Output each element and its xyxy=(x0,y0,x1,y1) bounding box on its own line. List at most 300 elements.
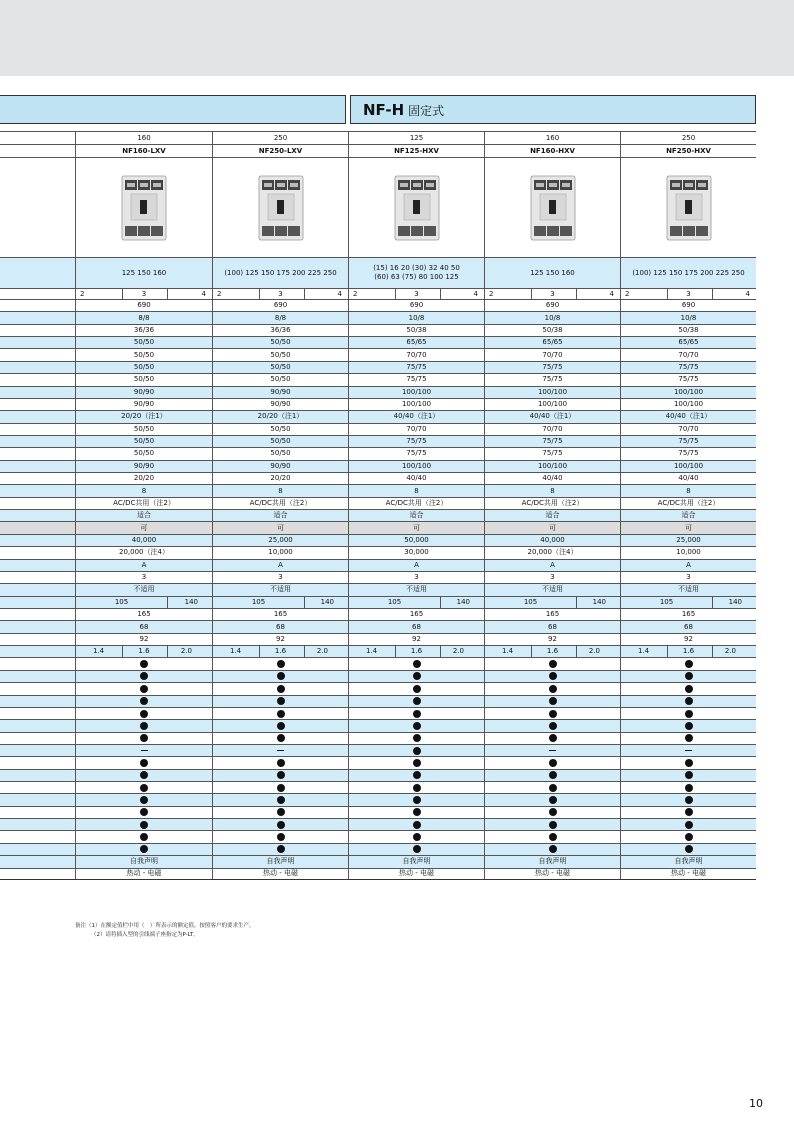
cell-value: 690 xyxy=(681,301,696,310)
cell xyxy=(212,258,348,288)
sub-value: 4 xyxy=(201,289,206,298)
cell xyxy=(212,733,348,744)
row-label-area xyxy=(0,498,75,509)
cell xyxy=(212,844,348,855)
cell xyxy=(75,461,212,472)
cell-value: 75/75 xyxy=(542,375,563,384)
cell xyxy=(620,485,756,496)
cell xyxy=(212,609,348,620)
value-row xyxy=(0,583,756,595)
cell xyxy=(75,132,212,144)
sub-value: 2 xyxy=(489,289,494,298)
cell xyxy=(620,258,756,288)
row-label-area xyxy=(0,325,75,336)
cell xyxy=(212,485,348,496)
cert-value: 自我声明 xyxy=(266,857,295,866)
cell xyxy=(212,337,348,348)
row-label-area xyxy=(0,374,75,385)
cell-value: 100/100 xyxy=(401,387,432,396)
cell xyxy=(348,671,484,682)
row-label-area xyxy=(0,337,75,348)
cell xyxy=(484,145,620,157)
sub-divider xyxy=(304,646,305,657)
cell xyxy=(212,658,348,669)
value-row xyxy=(0,497,756,509)
cell-value: 36/36 xyxy=(270,325,291,334)
sub-value: 4 xyxy=(337,289,342,298)
cell-value: 50/50 xyxy=(133,437,155,446)
sub-value: 2 xyxy=(625,289,630,298)
cell xyxy=(212,646,348,657)
cell-value: 65/65 xyxy=(406,338,427,347)
cell-value: 40/40（注1） xyxy=(529,412,576,421)
dot-icon xyxy=(140,734,148,742)
cell xyxy=(484,658,620,669)
dot-icon xyxy=(277,697,285,705)
cell-value: 50/50 xyxy=(270,449,291,458)
dim-value: 92 xyxy=(548,634,557,643)
cell xyxy=(75,658,212,669)
cell xyxy=(484,325,620,336)
cell xyxy=(212,671,348,682)
sub-value: 2.0 xyxy=(452,647,464,656)
value-row xyxy=(0,571,756,583)
dot-icon xyxy=(685,796,693,804)
cell xyxy=(620,424,756,435)
cell xyxy=(620,498,756,509)
cell-value: 90/90 xyxy=(133,400,155,409)
row-label-area xyxy=(0,510,75,521)
dot-icon xyxy=(685,660,693,668)
cell-value: 70/70 xyxy=(406,424,427,433)
cell-value: 100/100 xyxy=(673,461,704,470)
cell xyxy=(348,794,484,805)
cell-value: 50/50 xyxy=(270,437,291,446)
sub-value: 1.6 xyxy=(138,647,150,656)
cell xyxy=(620,745,756,756)
cell xyxy=(620,782,756,793)
cell xyxy=(212,522,348,533)
cell xyxy=(348,399,484,410)
cell-value: 75/75 xyxy=(678,362,699,371)
cell-value: 20/20（注1） xyxy=(121,412,167,421)
cell-value: 25,000 xyxy=(268,536,293,544)
cell xyxy=(348,158,484,257)
image-row xyxy=(0,157,756,257)
cell xyxy=(348,337,484,348)
cell-value: 40/40 xyxy=(542,474,563,483)
cell xyxy=(348,782,484,793)
cell xyxy=(348,362,484,373)
cell xyxy=(484,572,620,583)
trip-value: 热动 - 电磁 xyxy=(399,869,434,878)
cell xyxy=(212,132,348,144)
mark-row xyxy=(0,657,756,669)
cell xyxy=(484,362,620,373)
row-label-area xyxy=(0,584,75,595)
dot-icon xyxy=(549,759,557,767)
dot-icon xyxy=(549,734,557,742)
cell xyxy=(212,770,348,781)
cell xyxy=(620,300,756,311)
dot-icon xyxy=(140,685,148,693)
cell xyxy=(75,399,212,410)
rating-value: (15) 16 20 (30) 32 40 50 xyxy=(373,264,460,272)
cell xyxy=(620,794,756,805)
cell xyxy=(212,289,348,299)
dot-icon xyxy=(685,821,693,829)
sub-divider xyxy=(167,597,168,608)
cell xyxy=(620,831,756,842)
dot-icon xyxy=(413,697,421,705)
cell xyxy=(484,387,620,398)
mark-row xyxy=(0,781,756,793)
row-label-area xyxy=(0,671,75,682)
cell-value: 75/75 xyxy=(406,375,427,384)
row-label-area xyxy=(0,312,75,323)
cell xyxy=(75,411,212,422)
sub-value: 2 xyxy=(353,289,358,298)
sub-divider xyxy=(395,289,396,299)
cell xyxy=(348,300,484,311)
cell xyxy=(75,312,212,323)
cell xyxy=(348,733,484,744)
cell xyxy=(620,522,756,533)
dot-icon xyxy=(685,771,693,779)
cert-value: 自我声明 xyxy=(402,857,431,866)
cell-value: 50/50 xyxy=(270,350,291,359)
cell xyxy=(348,510,484,521)
cell xyxy=(620,696,756,707)
cell xyxy=(75,572,212,583)
cell xyxy=(484,300,620,311)
dot-icon xyxy=(685,759,693,767)
dot-icon xyxy=(413,747,421,755)
cell xyxy=(484,646,620,657)
dot-icon xyxy=(549,672,557,680)
mark-row xyxy=(0,682,756,694)
cell xyxy=(212,362,348,373)
dot-icon xyxy=(549,833,557,841)
cell xyxy=(75,831,212,842)
cell-value: 8/8 xyxy=(274,313,287,322)
cell xyxy=(212,745,348,756)
cell xyxy=(620,757,756,768)
trip-row xyxy=(0,868,756,880)
rating-value: 125 150 160 xyxy=(530,268,575,277)
model-name: NF250-HXV xyxy=(666,146,711,155)
cell xyxy=(348,572,484,583)
dot-icon xyxy=(140,697,148,705)
cell xyxy=(620,634,756,645)
cell xyxy=(348,522,484,533)
row-label-area xyxy=(0,733,75,744)
cell xyxy=(620,621,756,632)
cell xyxy=(484,424,620,435)
cell xyxy=(484,782,620,793)
sub-value: 2.0 xyxy=(180,647,192,656)
cell-value: 8 xyxy=(414,486,419,495)
frame-value: 250 xyxy=(273,133,288,142)
cell xyxy=(484,621,620,632)
cell-value: AC/DC共用（注2） xyxy=(249,498,312,507)
dot-icon xyxy=(413,685,421,693)
cell xyxy=(484,745,620,756)
dot-icon xyxy=(413,808,421,816)
cell xyxy=(75,547,212,558)
cell xyxy=(620,374,756,385)
trip-value: 热动 - 电磁 xyxy=(126,869,162,878)
cell-value: 65/65 xyxy=(542,338,563,347)
sub-divider xyxy=(395,646,396,657)
dash-icon xyxy=(141,750,148,752)
cell-value: 70/70 xyxy=(406,350,427,359)
sub-value: 1.4 xyxy=(502,647,514,656)
cell xyxy=(75,770,212,781)
cell xyxy=(620,448,756,459)
row-label-area xyxy=(0,572,75,583)
sub-value: 1.6 xyxy=(410,647,423,656)
cell-value: 8 xyxy=(141,486,147,495)
cell xyxy=(75,485,212,496)
cell-value: 8/8 xyxy=(138,313,150,322)
cell-value: 10/8 xyxy=(544,313,561,322)
dim-value: 68 xyxy=(548,622,557,631)
cell-value: 70/70 xyxy=(542,424,563,433)
cell xyxy=(75,621,212,632)
cell xyxy=(484,696,620,707)
row-label-area xyxy=(0,158,75,257)
dims2-row xyxy=(0,620,756,632)
cell xyxy=(484,683,620,694)
sub-value: 2 xyxy=(217,289,222,298)
sub-divider xyxy=(531,646,532,657)
cell-value: 100/100 xyxy=(673,400,704,409)
cell xyxy=(75,258,212,288)
cell xyxy=(348,819,484,830)
cell xyxy=(75,325,212,336)
breaker-image-icon xyxy=(119,174,169,242)
dims2-row xyxy=(0,633,756,645)
cell xyxy=(348,757,484,768)
sub-divider xyxy=(576,289,577,299)
dot-icon xyxy=(140,833,148,841)
breaker-image-icon xyxy=(256,174,306,242)
cell xyxy=(348,498,484,509)
cell-value: 90/90 xyxy=(133,461,155,470)
cell xyxy=(212,560,348,571)
cell xyxy=(75,782,212,793)
cell xyxy=(212,584,348,595)
value-row xyxy=(0,299,756,311)
sub-divider xyxy=(167,289,168,299)
dot-icon xyxy=(413,833,421,841)
row-label-area xyxy=(0,362,75,373)
mark-row xyxy=(0,670,756,682)
cell-value: 不适用 xyxy=(678,585,699,594)
cell-value: AC/DC共用（注2） xyxy=(385,498,448,507)
dim-value: 105 xyxy=(251,597,266,606)
cell-value: 25,000 xyxy=(676,536,701,544)
cell-value: 90/90 xyxy=(270,461,291,470)
cell xyxy=(212,387,348,398)
dim-value: 140 xyxy=(728,597,742,606)
rating-value: (100) 125 150 175 200 225 250 xyxy=(632,268,745,277)
header-left-band xyxy=(0,95,346,124)
dot-icon xyxy=(549,821,557,829)
cell-value: 50/50 xyxy=(133,424,155,433)
cell xyxy=(75,819,212,830)
dot-icon xyxy=(549,722,557,730)
dot-icon xyxy=(413,821,421,829)
dot-icon xyxy=(549,784,557,792)
cell-value: 不适用 xyxy=(406,585,427,594)
dim-value: 165 xyxy=(273,610,288,619)
cell xyxy=(348,683,484,694)
cell xyxy=(484,289,620,299)
cell xyxy=(212,869,348,879)
value-row xyxy=(0,373,756,385)
cell xyxy=(348,696,484,707)
cell xyxy=(484,258,620,288)
cell xyxy=(620,461,756,472)
spec-table xyxy=(0,131,756,880)
cell xyxy=(620,720,756,731)
sub-divider xyxy=(259,289,260,299)
cell xyxy=(75,683,212,694)
dot-icon xyxy=(549,660,557,668)
dot-icon xyxy=(685,697,693,705)
cell xyxy=(75,337,212,348)
cell xyxy=(484,337,620,348)
cell-value: 50/50 xyxy=(270,424,291,433)
cell xyxy=(212,683,348,694)
trip-value: 热动 - 电磁 xyxy=(263,869,298,878)
cell-value: 不适用 xyxy=(542,585,563,594)
cell xyxy=(75,671,212,682)
sub-value: 1.4 xyxy=(638,647,650,656)
cell xyxy=(212,634,348,645)
cell xyxy=(484,436,620,447)
cell xyxy=(212,461,348,472)
cell-value: 90/90 xyxy=(133,387,155,396)
mark-row xyxy=(0,744,756,756)
row-label-area xyxy=(0,745,75,756)
cell xyxy=(484,807,620,818)
cell xyxy=(484,560,620,571)
cell xyxy=(620,770,756,781)
dot-icon xyxy=(140,759,148,767)
trip-value: 热动 - 电磁 xyxy=(535,869,570,878)
dot-icon xyxy=(277,771,285,779)
value-row xyxy=(0,311,756,323)
cell xyxy=(212,831,348,842)
frame-value: 125 xyxy=(409,133,424,142)
cell xyxy=(348,720,484,731)
dot-icon xyxy=(413,710,421,718)
mark-row xyxy=(0,830,756,842)
dash-icon xyxy=(277,750,284,752)
rating-value: (100) 125 150 175 200 225 250 xyxy=(224,268,337,277)
row-label-area xyxy=(0,794,75,805)
row-label-area xyxy=(0,869,75,879)
cell-value: A xyxy=(550,560,555,569)
cell xyxy=(620,132,756,144)
mark-row xyxy=(0,719,756,731)
model-name: NF125-HXV xyxy=(394,146,439,155)
cell xyxy=(348,856,484,867)
series-name: NF-H xyxy=(363,100,405,119)
value-row xyxy=(0,447,756,459)
cell xyxy=(348,461,484,472)
dim-value: 165 xyxy=(137,610,151,619)
cell xyxy=(348,869,484,879)
cell-value: 3 xyxy=(278,573,283,582)
value-row xyxy=(0,509,756,521)
cell xyxy=(348,609,484,620)
cell xyxy=(484,498,620,509)
dim-value: 140 xyxy=(456,597,470,606)
value-row xyxy=(0,435,756,447)
frame-value: 160 xyxy=(137,133,151,142)
cell xyxy=(75,362,212,373)
cell xyxy=(212,572,348,583)
series-header xyxy=(350,95,756,124)
dim-value: 92 xyxy=(276,634,285,643)
dot-icon xyxy=(413,660,421,668)
mark-row xyxy=(0,818,756,830)
cell xyxy=(484,708,620,719)
cell-value: 20,000（注4） xyxy=(119,548,169,557)
cell-value: 690 xyxy=(409,301,424,310)
row-label-area xyxy=(0,289,75,299)
dim-value: 140 xyxy=(320,597,334,606)
cell-value: 70/70 xyxy=(678,424,699,433)
cell xyxy=(75,560,212,571)
dim-value: 92 xyxy=(684,634,693,643)
cell-value: 可 xyxy=(413,523,420,532)
dim-value: 105 xyxy=(387,597,402,606)
cell xyxy=(75,745,212,756)
mark-row xyxy=(0,843,756,855)
cell xyxy=(75,708,212,719)
value-row xyxy=(0,534,756,546)
dot-icon xyxy=(685,672,693,680)
cell-value: 50/50 xyxy=(270,375,291,384)
cell xyxy=(75,436,212,447)
cell xyxy=(75,646,212,657)
row-label-area xyxy=(0,696,75,707)
mark-row xyxy=(0,806,756,818)
sub-value: 4 xyxy=(609,289,614,298)
cell xyxy=(75,535,212,546)
cell xyxy=(75,522,212,533)
cell-value: 适合 xyxy=(409,511,424,520)
row-label-area xyxy=(0,856,75,867)
dim-value: 68 xyxy=(412,622,421,631)
dash-icon xyxy=(685,750,692,752)
value-row xyxy=(0,472,756,484)
dot-icon xyxy=(413,734,421,742)
dot-icon xyxy=(413,796,421,804)
dot-icon xyxy=(685,734,693,742)
dot-icon xyxy=(413,722,421,730)
row-label-area xyxy=(0,522,75,533)
dot-icon xyxy=(685,710,693,718)
cell-value: 70/70 xyxy=(678,350,699,359)
cell xyxy=(212,374,348,385)
cell xyxy=(484,671,620,682)
